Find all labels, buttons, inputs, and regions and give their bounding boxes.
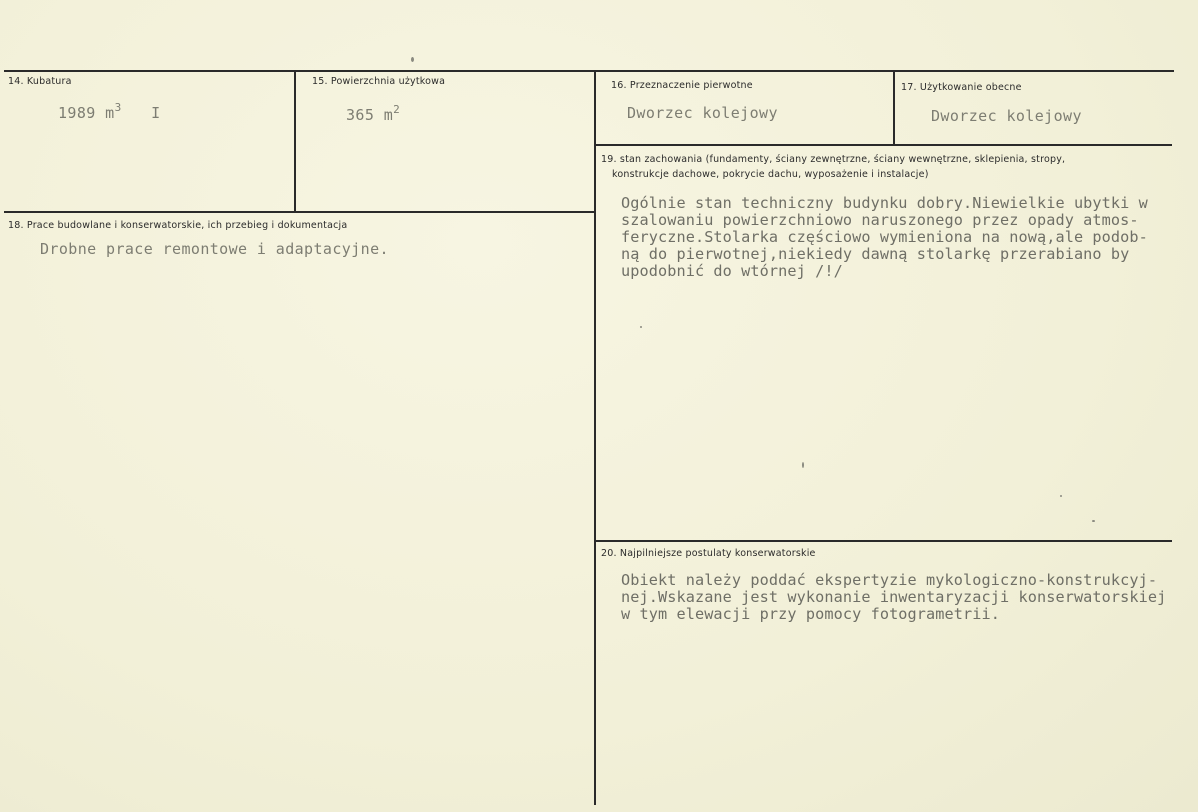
divider-16-17 — [893, 72, 895, 144]
uzytkowanie-value: Dworzec kolejowy — [931, 107, 1082, 125]
rule-above-18 — [4, 211, 596, 213]
prace-budowlane-value: Drobne prace remontowe i adaptacyjne. — [40, 240, 389, 258]
przeznaczenie-value: Dworzec kolejowy — [627, 104, 778, 122]
stan-zachowania-text: Ogólnie stan techniczny budynku dobry.Niewielkie ubytki w szalowaniu powierzchniowo naruszonego przez opady atmos- feryczne.Stolarka częściowo wymieniona na nową,ale podob- ną do pierwotnej,niekiedy dawną stolarkę przerabiano by upodobnić do wtórnej /!/ — [621, 194, 1148, 280]
paper-speck — [1092, 520, 1095, 522]
divider-15-16 — [594, 70, 596, 805]
rule-above-20 — [596, 540, 1172, 542]
kubatura-label: 14. Kubatura — [8, 76, 72, 87]
paper-speck — [411, 57, 414, 62]
kubatura-exponent: 3 — [114, 101, 122, 114]
paper-speck — [640, 326, 642, 328]
stan-zachowania-label-line1: 19. stan zachowania (fundamenty, ściany zewnętrzne, ściany wewnętrzne, sklepienia, stropy, — [601, 154, 1066, 165]
top-rule — [4, 70, 1174, 72]
przeznaczenie-label: 16. Przeznaczenie pierwotne — [611, 80, 753, 91]
powierzchnia-value — [346, 103, 400, 124]
rule-above-19 — [596, 144, 1172, 146]
powierzchnia-number: 365 m — [346, 106, 394, 124]
powierzchnia-exponent: 2 — [393, 103, 401, 116]
paper-speck — [1060, 495, 1062, 497]
paper-speck — [802, 462, 804, 468]
stan-zachowania-label-line2: konstrukcje dachowe, pokrycie dachu, wyposażenie i instalacje) — [612, 169, 929, 180]
kubatura-value — [58, 101, 161, 122]
kubatura-extra: I — [151, 104, 161, 122]
uzytkowanie-label: 17. Użytkowanie obecne — [901, 82, 1022, 93]
postulaty-text: Obiekt należy poddać ekspertyzie mykologiczno-konstrukcyj- nej.Wskazane jest wykonanie inwentaryzacji konserwatorskiej w tym elewacji przy pomocy fotogrametrii. — [621, 571, 1167, 623]
divider-14-15 — [294, 70, 296, 212]
powierzchnia-label: 15. Powierzchnia użytkowa — [312, 76, 446, 87]
kubatura-number: 1989 m — [58, 104, 115, 122]
postulaty-label: 20. Najpilniejsze postulaty konserwatorskie — [601, 548, 816, 559]
prace-budowlane-label: 18. Prace budowlane i konserwatorskie, ich przebieg i dokumentacja — [8, 220, 348, 231]
